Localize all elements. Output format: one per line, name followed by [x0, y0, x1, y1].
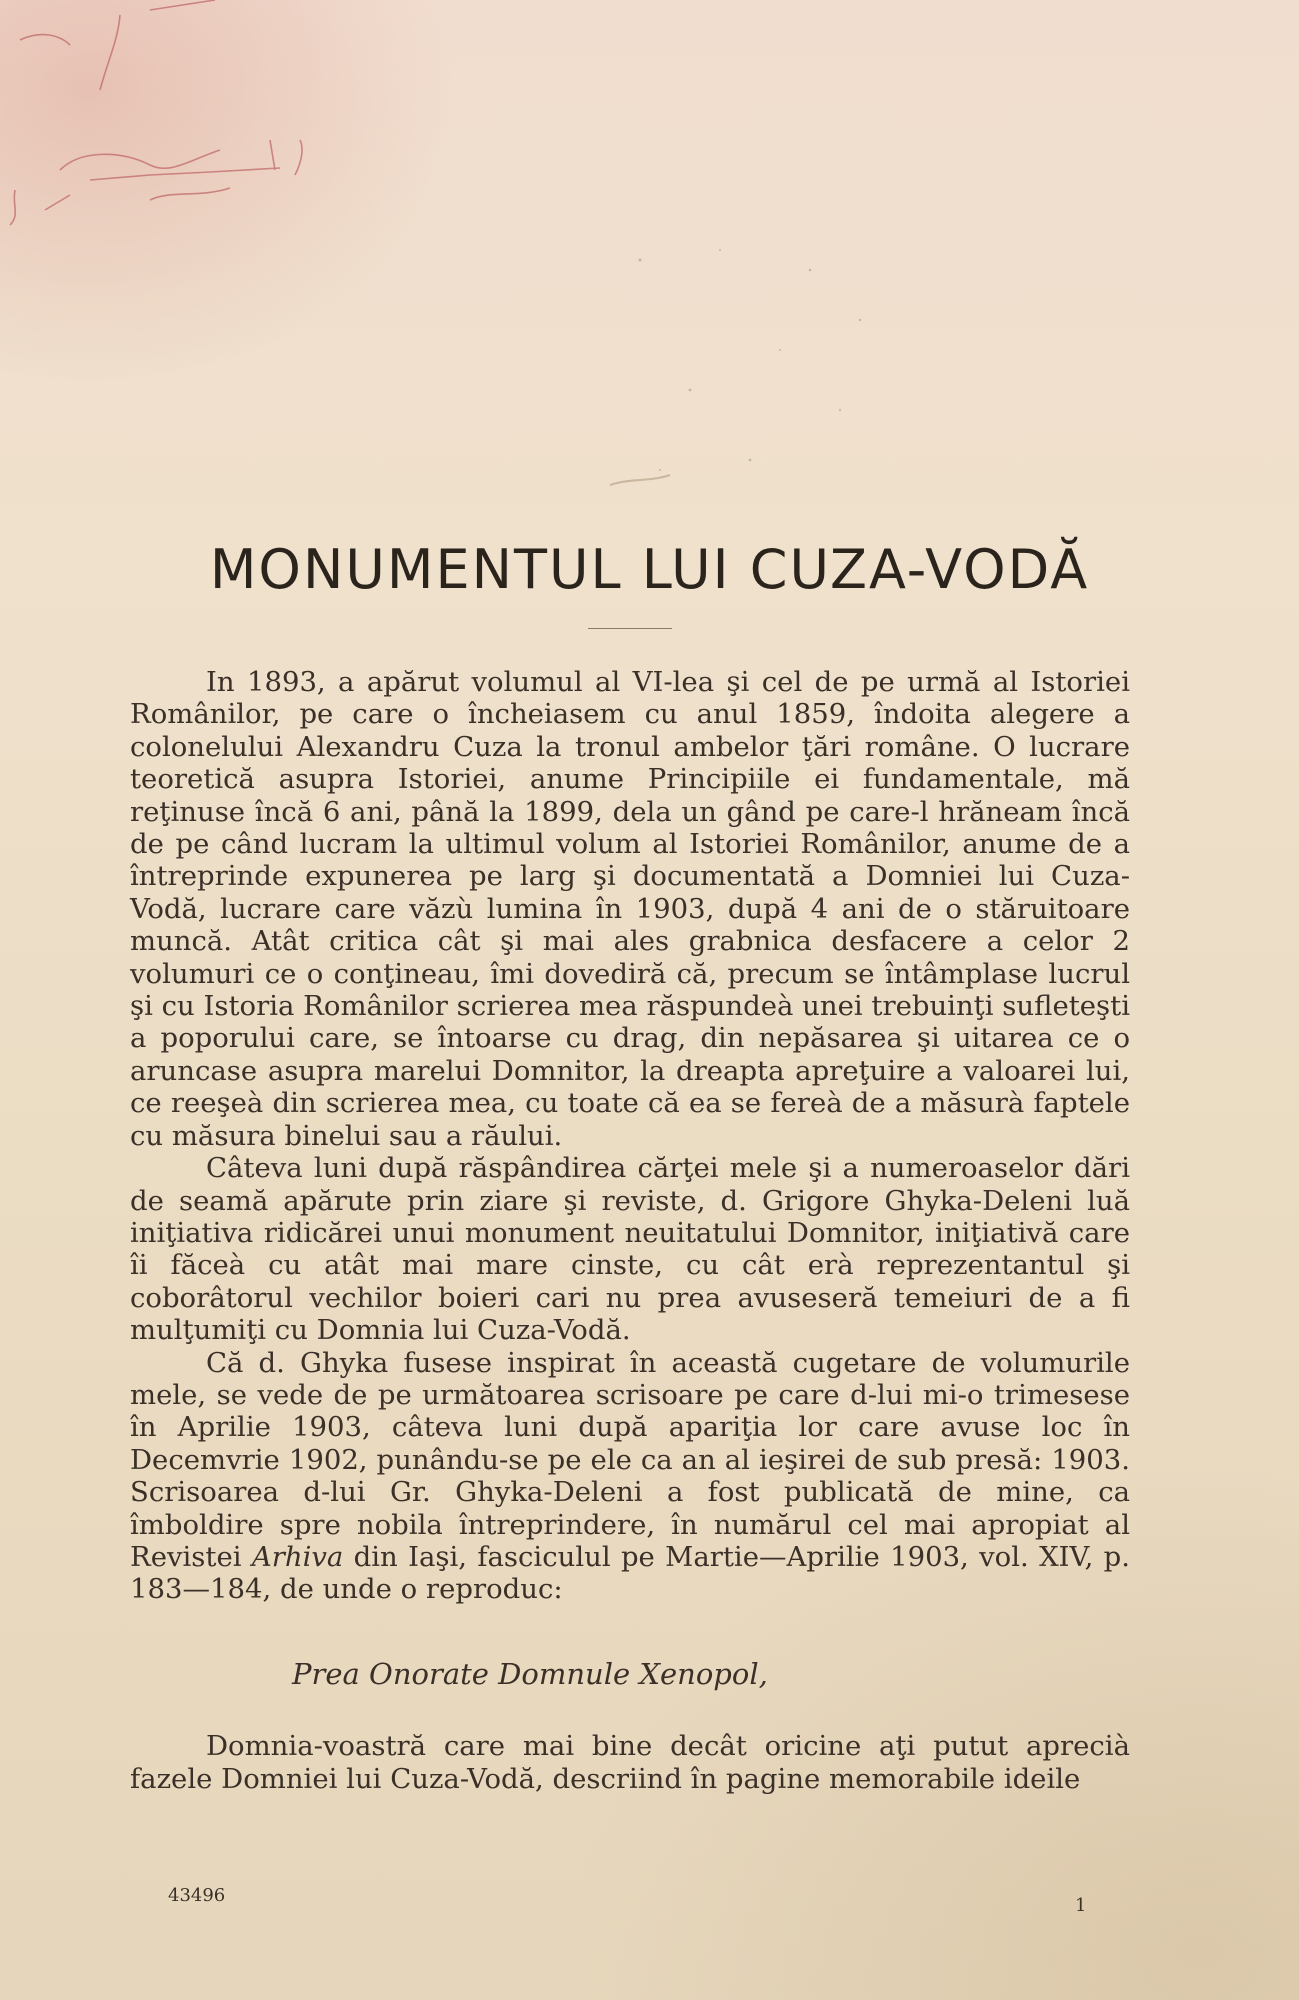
page-title: MONUMENTUL LUI CUZA-VODĂ: [209, 538, 1090, 601]
paragraph-text: Că d. Ghyka fusese inspirat în această cugetare de volumurile mele, se vede de pe următoarea scrisoare pe care d-lui mi-o trimesese în Aprilie 1903, câteva luni după apariţia lor care avuse loc în Decemvrie 1902, punându-se pe ele ca an al ieşirei de sub presă: 1903. Scrisoarea d-lui Gr. Ghyka-Deleni a fost publicată de mine, ca îmboldire spre nobila întreprindere, în numărul cel mai apropiat al Revistei: [130, 1346, 1130, 1573]
paragraph: [130, 1347, 1130, 1606]
journal-title: Arhiva: [251, 1540, 344, 1573]
title-divider: [588, 628, 672, 629]
paper-stains: [600, 230, 920, 500]
letter-salutation: Prea Onorate Domnule Xenopol,: [292, 1656, 768, 1691]
paragraph: Domnia-voastră care mai bine decât oricine aţi putut aprecià fazele Domniei lui Cuza-Vodă, descriind în pagine memorabile ideile: [130, 1730, 1130, 1795]
body-text: [130, 666, 1130, 1795]
page-number: 1: [1075, 1895, 1087, 1916]
paragraph-text: din Iaşi, fasciculul pe Martie—Aprilie 1903, vol. XIV, p. 183—184, de unde o reproduc:: [130, 1540, 1130, 1606]
paragraph: Câteva luni după răspândirea cărţei mele şi a numeroaselor dări de seamă apărute prin ziare şi reviste, d. Grigore Ghyka-Deleni luă iniţiativa ridicărei unui monument neuitatului Domnitor, iniţiativă care îi făceà cu atât mai mare cinste, cu cât erà reprezentantul şi coborâtorul vechilor boieri cari nu prea avuseseră temeiuri de a fi mulţumiţi cu Domnia lui Cuza-Vodă.: [130, 1152, 1130, 1347]
paragraph: In 1893, a apărut volumul al VI-lea şi cel de pe urmă al Istoriei Românilor, pe care o încheiasem cu anul 1859, îndoita alegere a colonelului Alexandru Cuza la tronul ambelor ţări române. O lucrare teoretică asupra Istoriei, anume Principiile ei fundamentale, mă reţinuse încă 6 ani, până la 1899, dela un gând pe care-l hrăneam încă de pe când lucram la ultimul volum al Istoriei Românilor, anume de a întreprinde expunerea pe larg şi documentată a Domniei lui Cuza-Vodă, lucrare care văzù lumina în 1903, după 4 ani de o stăruitoare muncă. Atât critica cât şi mai ales grabnica desfacere a celor 2 volumuri ce o conţineau, îmi dovediră că, precum se întâmplase lucrul şi cu Istoria Românilor scrierea mea răspundeà unei trebuinţi sufleteşti a poporului care, se întoarse cu drag, din nepăsarea şi uitarea ce o aruncase asupra marelui Domnitor, la dreapta apreţuire a valoarei lui, ce reeşeà din scrierea mea, cu toate că ea se fereà de a măsurà faptele cu măsura binelui sau a răului.: [130, 666, 1130, 1152]
handwritten-annotation: [0, 0, 380, 260]
catalog-number: 43496: [168, 1885, 226, 1906]
